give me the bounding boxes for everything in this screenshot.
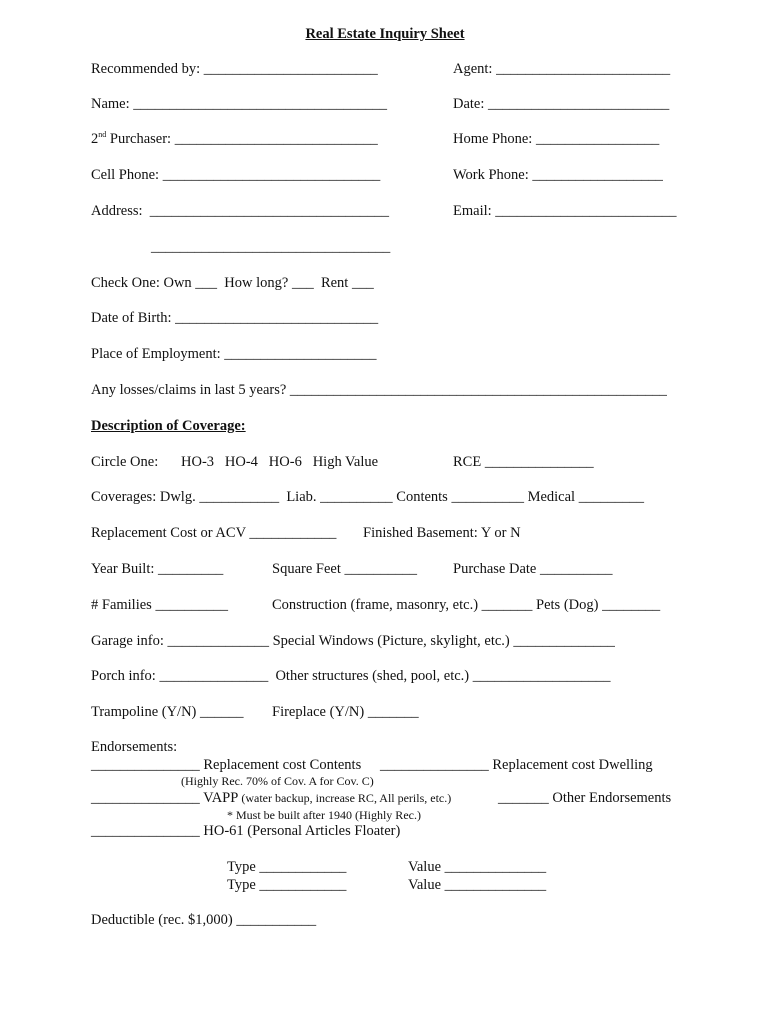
second-purchaser-ordinal: nd	[98, 130, 107, 140]
year-built-field[interactable]: Year Built: _________	[91, 561, 224, 577]
place-of-employment-field[interactable]: Place of Employment: _____________________	[91, 346, 377, 362]
trampoline-field[interactable]: Trampoline (Y/N) ______	[91, 704, 244, 720]
finished-basement-field[interactable]: Finished Basement: Y or N	[363, 525, 521, 541]
date-field[interactable]: Date: _________________________	[453, 96, 670, 112]
work-phone-field[interactable]: Work Phone: __________________	[453, 167, 663, 183]
second-purchaser-label: Purchaser: ____________________________	[106, 131, 378, 147]
vapp-built-note: * Must be built after 1940 (Highly Rec.)	[227, 808, 421, 822]
vapp-field[interactable]	[91, 791, 451, 806]
deductible-field[interactable]: Deductible (rec. $1,000) ___________	[91, 912, 317, 928]
replacement-contents-field[interactable]: _______________ Replacement cost Contents	[91, 757, 362, 773]
date-of-birth-field[interactable]: Date of Birth: ____________________________	[91, 310, 379, 326]
home-phone-field[interactable]: Home Phone: _________________	[453, 131, 660, 147]
ho61-field[interactable]: _______________ HO-61 (Personal Articles Floater)	[91, 823, 401, 839]
name-field[interactable]: Name: ___________________________________	[91, 96, 388, 112]
check-one-field[interactable]: Check One: Own ___ How long? ___ Rent ___	[91, 275, 374, 291]
coverages-field[interactable]: Coverages: Dwlg. ___________ Liab. __________ Contents __________ Medical _________	[91, 489, 644, 505]
porch-structures-field[interactable]: Porch info: _______________ Other structures (shed, pool, etc.) ___________________	[91, 668, 611, 684]
endorsements-label: Endorsements:	[91, 739, 178, 755]
recommended-by-field[interactable]: Recommended by: ________________________	[91, 61, 378, 77]
garage-windows-field[interactable]: Garage info: ______________ Special Windows (Picture, skylight, etc.) ______________	[91, 633, 615, 649]
cell-phone-field[interactable]: Cell Phone: ______________________________	[91, 167, 381, 183]
other-endorsements-field[interactable]: _______ Other Endorsements	[498, 790, 672, 806]
coverage-heading: Description of Coverage:	[91, 418, 246, 434]
contents-note: (Highly Rec. 70% of Cov. A for Cov. C)	[181, 774, 374, 788]
article-value-field[interactable]: Value ______________	[408, 877, 547, 893]
agent-field[interactable]: Agent: ________________________	[453, 61, 671, 77]
vapp-note: (water backup, increase RC, All perils, etc.)	[238, 791, 452, 805]
page-title: Real Estate Inquiry Sheet	[305, 26, 465, 42]
second-purchaser-field[interactable]	[91, 132, 378, 147]
rce-field[interactable]: RCE _______________	[453, 454, 594, 470]
circle-one-label: Circle One:	[91, 454, 159, 470]
second-purchaser-number: 2	[91, 131, 99, 147]
article-type-field[interactable]: Type ____________	[227, 859, 347, 875]
email-field[interactable]: Email: _________________________	[453, 203, 677, 219]
fireplace-field[interactable]: Fireplace (Y/N) _______	[272, 704, 419, 720]
construction-pets-field[interactable]: Construction (frame, masonry, etc.) _______ Pets (Dog) ________	[272, 597, 661, 613]
purchase-date-field[interactable]: Purchase Date __________	[453, 561, 613, 577]
families-field[interactable]: # Families __________	[91, 597, 228, 613]
address-field[interactable]: Address: _________________________________	[91, 203, 390, 219]
replacement-dwelling-field[interactable]: _______________ Replacement cost Dwelling	[380, 757, 653, 773]
article-type-field[interactable]: Type ____________	[227, 877, 347, 893]
losses-claims-field[interactable]: Any losses/claims in last 5 years? ____________________________________________________	[91, 382, 667, 398]
address-line-2-field[interactable]: _________________________________	[151, 239, 391, 255]
policy-type-options[interactable]: HO-3 HO-4 HO-6 High Value	[181, 454, 379, 470]
square-feet-field[interactable]: Square Feet __________	[272, 561, 417, 577]
replacement-cost-field[interactable]: Replacement Cost or ACV ____________	[91, 525, 337, 541]
article-value-field[interactable]: Value ______________	[408, 859, 547, 875]
vapp-label: _______________ VAPP	[91, 790, 239, 806]
